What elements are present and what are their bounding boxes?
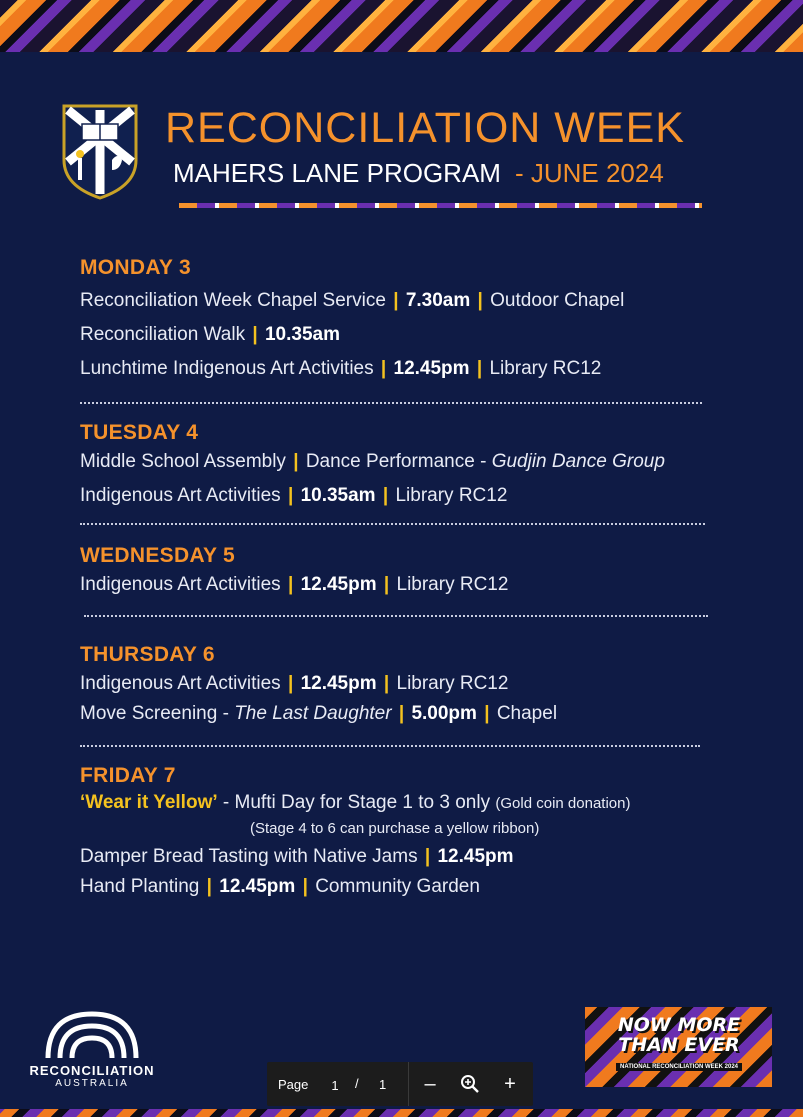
event-title: Indigenous Art Activities: [80, 485, 281, 506]
day-heading: TUESDAY 4: [80, 421, 199, 444]
event-time: 7.30am: [405, 290, 471, 311]
page-slash: /: [355, 1076, 359, 1091]
event-time: 12.45pm: [300, 574, 377, 595]
event-location: Library RC12: [395, 485, 508, 506]
event-location: Outdoor Chapel: [490, 290, 625, 311]
subtitle-program: MAHERS LANE PROGRAM: [173, 158, 501, 188]
event-title: Reconciliation Walk: [80, 324, 246, 345]
section-divider: [80, 523, 705, 525]
nrw-badge: [585, 1007, 772, 1087]
total-pages: 1: [379, 1077, 387, 1092]
event-line: [80, 846, 760, 868]
event-time: 12.45pm: [300, 673, 377, 694]
separator: |: [287, 485, 294, 506]
event-title: Reconciliation Week Chapel Service: [80, 290, 386, 311]
school-crest-logo: [60, 102, 140, 200]
decorative-stripe-top: [0, 0, 803, 52]
separator: |: [477, 290, 483, 311]
event-line: [80, 324, 760, 346]
zoom-in-button[interactable]: +: [504, 1073, 516, 1095]
separator: |: [293, 451, 299, 472]
event-time: 10.35am: [300, 485, 376, 506]
nrw-slogan-line1: NOW MORE: [617, 1014, 741, 1036]
toolbar-divider: [408, 1062, 409, 1106]
page-number-input[interactable]: [319, 1074, 351, 1096]
zoom-button[interactable]: [458, 1072, 482, 1096]
event-time: 12.45pm: [393, 358, 470, 379]
event-title: Damper Bread Tasting with Native Jams: [80, 846, 418, 867]
separator: |: [302, 876, 308, 897]
separator: |: [287, 574, 294, 595]
title-decorative-rule: [179, 203, 702, 208]
event-title: Indigenous Art Activities: [80, 574, 281, 595]
day-thursday: [80, 643, 760, 725]
event-time: 10.35am: [264, 324, 340, 345]
magnifier-icon: [460, 1074, 480, 1094]
event-line: [80, 358, 760, 380]
day-heading: THURSDAY 6: [80, 643, 215, 666]
page-title: RECONCILIATION WEEK: [165, 104, 685, 152]
day-wednesday: [80, 544, 760, 596]
separator: |: [252, 324, 258, 345]
separator: |: [380, 358, 387, 379]
separator: |: [206, 876, 212, 897]
separator: |: [287, 673, 294, 694]
event-title: Middle School Assembly: [80, 451, 286, 472]
event-highlight: ‘Wear it Yellow’: [80, 792, 218, 813]
day-friday: [80, 764, 760, 898]
separator: |: [393, 290, 399, 311]
separator: |: [383, 673, 390, 694]
event-title: Dance Performance -: [305, 451, 492, 472]
event-title: Lunchtime Indigenous Art Activities: [80, 358, 374, 379]
day-heading: WEDNESDAY 5: [80, 544, 236, 567]
ra-logo-subtext: AUSTRALIA: [55, 1078, 129, 1089]
day-heading: FRIDAY 7: [80, 764, 176, 787]
page-label: Page: [278, 1077, 309, 1092]
event-line: [80, 451, 760, 473]
ra-logo-text: RECONCILIATION: [29, 1063, 155, 1078]
event-title: Move Screening -: [80, 703, 235, 724]
event-line: [80, 792, 760, 814]
event-time: 12.45pm: [437, 846, 514, 867]
event-location: Chapel: [496, 703, 558, 724]
pdf-toolbar: [267, 1062, 533, 1106]
day-monday: [80, 256, 760, 380]
nrw-badge-content: [601, 1015, 757, 1079]
section-divider: [80, 745, 700, 747]
section-divider: [80, 402, 702, 404]
nrw-caption: NATIONAL RECONCILIATION WEEK 2024: [616, 1063, 742, 1071]
event-location: Library RC12: [396, 673, 509, 694]
separator: |: [383, 574, 390, 595]
separator: |: [424, 846, 431, 867]
event-time: 5.00pm: [411, 703, 477, 724]
event-line: [80, 673, 760, 695]
event-line: [80, 574, 760, 596]
day-tuesday: [80, 421, 760, 507]
event-time: 12.45pm: [219, 876, 296, 897]
separator: |: [398, 703, 405, 724]
separator: |: [476, 358, 483, 379]
nrw-slogan-line2: THAN EVER: [618, 1034, 740, 1056]
event-note: (Gold coin donation): [495, 795, 631, 812]
event-line: [80, 876, 760, 898]
decorative-stripe-bottom: [0, 1109, 803, 1117]
page-subtitle: [173, 158, 664, 189]
event-line: [80, 485, 760, 507]
event-title: - Mufti Day for Stage 1 to 3 only: [217, 792, 496, 813]
event-title: Hand Planting: [80, 876, 200, 897]
subtitle-date: - JUNE 2024: [514, 158, 664, 188]
event-location: Library RC12: [489, 358, 602, 379]
event-performer: Gudjin Dance Group: [491, 451, 665, 472]
section-divider: [84, 615, 708, 617]
event-location: Community Garden: [315, 876, 480, 897]
separator: |: [382, 485, 389, 506]
event-line: [80, 290, 760, 312]
event-title: Indigenous Art Activities: [80, 673, 281, 694]
event-film-title: The Last Daughter: [234, 703, 392, 724]
event-note: (Stage 4 to 6 can purchase a yellow ribbon): [250, 820, 540, 837]
event-location: Library RC12: [396, 574, 509, 595]
event-line: [80, 703, 760, 725]
separator: |: [484, 703, 490, 724]
day-heading: MONDAY 3: [80, 256, 191, 279]
zoom-out-button[interactable]: –: [424, 1073, 436, 1095]
